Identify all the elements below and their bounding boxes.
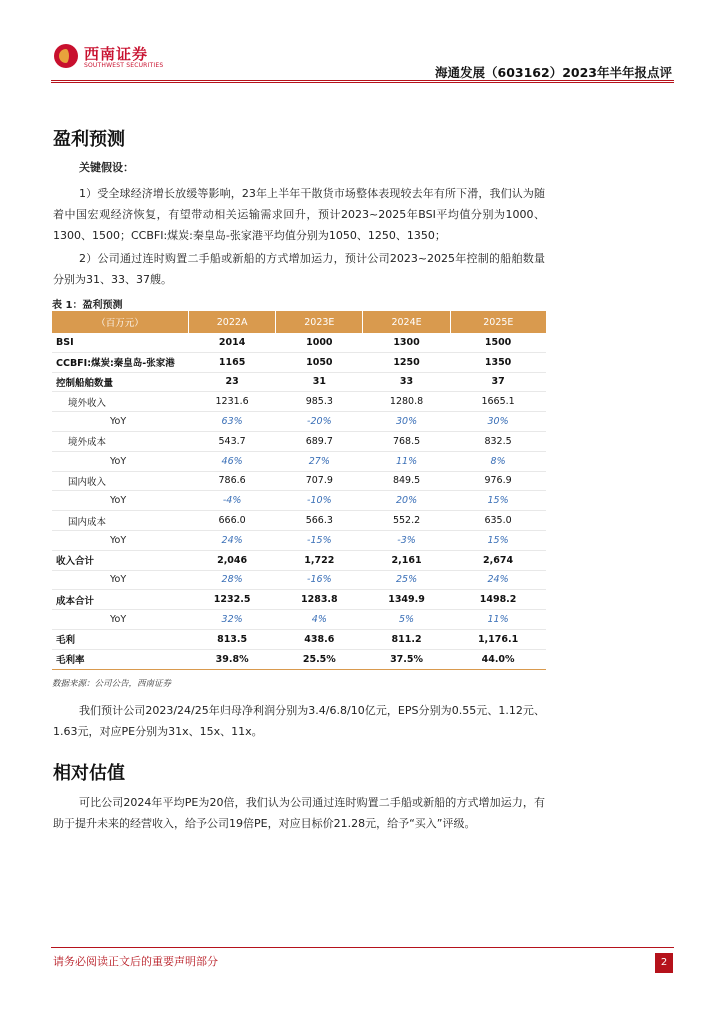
table-cell: 44.0% xyxy=(450,649,546,669)
row-label: 毛利 xyxy=(52,629,189,649)
table-header-cell: 2025E xyxy=(450,311,546,333)
table-cell: 849.5 xyxy=(363,471,450,491)
table-cell: 1250 xyxy=(363,352,450,372)
table-cell: 1350 xyxy=(450,352,546,372)
table-cell: 20% xyxy=(363,491,450,511)
table-source-note: 数据来源：公司公告，西南证券 xyxy=(52,679,172,689)
row-label: YoY xyxy=(52,491,189,511)
table-cell: 1,176.1 xyxy=(450,629,546,649)
table-cell: 30% xyxy=(363,412,450,432)
company-logo xyxy=(54,44,164,74)
table-cell: 1232.5 xyxy=(189,590,276,610)
table-cell: 24% xyxy=(189,530,276,550)
table-cell: 832.5 xyxy=(450,431,546,451)
table-row xyxy=(52,550,546,570)
table-cell: 1665.1 xyxy=(450,392,546,412)
table-cell: 15% xyxy=(450,530,546,550)
table-cell: 707.9 xyxy=(276,471,363,491)
footer-disclaimer: 请务必阅读正文后的重要声明部分 xyxy=(53,955,218,968)
row-label: YoY xyxy=(52,451,189,471)
table-cell: 30% xyxy=(450,412,546,432)
table-row xyxy=(52,610,546,630)
table-header-row xyxy=(52,311,546,333)
table-cell: 63% xyxy=(189,412,276,432)
table-cell: 1500 xyxy=(450,333,546,352)
row-label: BSI xyxy=(52,333,189,352)
section-title-relative-valuation: 相对估值 xyxy=(53,763,125,784)
table-row xyxy=(52,530,546,550)
row-label: 境外成本 xyxy=(52,431,189,451)
table-header-cell: 2023E xyxy=(276,311,363,333)
table-cell: 33 xyxy=(363,372,450,392)
table-cell: 2,674 xyxy=(450,550,546,570)
valuation-paragraph: 可比公司2024年平均PE为20倍，我们认为公司通过连时购置二手船或新船的方式增加运力，有助于提升未来的经营收入，给予公司19倍PE，对应目标价21.28元，给予“买入”评级。 xyxy=(53,796,545,830)
table-row xyxy=(52,451,546,471)
row-label: 国内收入 xyxy=(52,471,189,491)
table-cell: 1231.6 xyxy=(189,392,276,412)
table-row xyxy=(52,392,546,412)
table-cell: 635.0 xyxy=(450,511,546,531)
table-cell: -3% xyxy=(363,530,450,550)
table-cell: 8% xyxy=(450,451,546,471)
earnings-forecast-paragraph: 我们预计公司2023/24/25年归母净利润分别为3.4/6.8/10亿元，EPS分别为0.55元、1.12元、1.63元，对应PE分别为31x、15x、11x。 xyxy=(53,704,545,738)
table-row xyxy=(52,629,546,649)
table-cell: 976.9 xyxy=(450,471,546,491)
table-row xyxy=(52,570,546,590)
table-row xyxy=(52,649,546,669)
header-divider xyxy=(51,80,674,81)
table-cell: 1280.8 xyxy=(363,392,450,412)
table-cell: 37 xyxy=(450,372,546,392)
table-cell: 438.6 xyxy=(276,629,363,649)
table-cell: 2,046 xyxy=(189,550,276,570)
table-cell: 811.2 xyxy=(363,629,450,649)
row-label: YoY xyxy=(52,530,189,550)
table-cell: 1050 xyxy=(276,352,363,372)
table-cell: 46% xyxy=(189,451,276,471)
row-label: 毛利率 xyxy=(52,649,189,669)
table-cell: -16% xyxy=(276,570,363,590)
row-label: CCBFI:煤炭:秦皇岛-张家港 xyxy=(52,352,189,372)
row-label: 控制船舶数量 xyxy=(52,372,189,392)
table-cell: 32% xyxy=(189,610,276,630)
table-caption: 表 1：盈利预测 xyxy=(52,300,123,311)
key-assumptions-heading: 关键假设： xyxy=(79,161,134,174)
logo-english-name: SOUTHWEST SECURITIES xyxy=(84,62,164,69)
table-cell: -4% xyxy=(189,491,276,511)
profit-forecast-table xyxy=(52,311,546,670)
table-cell: 1498.2 xyxy=(450,590,546,610)
table-row xyxy=(52,491,546,511)
table-cell: 566.3 xyxy=(276,511,363,531)
table-cell: 552.2 xyxy=(363,511,450,531)
table-cell: 689.7 xyxy=(276,431,363,451)
table-header-cell: 2024E xyxy=(363,311,450,333)
row-label: YoY xyxy=(52,570,189,590)
table-cell: 27% xyxy=(276,451,363,471)
page-number: 2 xyxy=(655,953,673,973)
table-cell: 11% xyxy=(363,451,450,471)
table-cell: -20% xyxy=(276,412,363,432)
table-cell: 543.7 xyxy=(189,431,276,451)
logo-chinese-name: 西南证券 xyxy=(84,45,149,63)
table-cell: 1349.9 xyxy=(363,590,450,610)
assumption-paragraph-1: 1）受全球经济增长放缓等影响，23年上半年干散货市场整体表现较去年有所下滑，我们认为随着中国宏观经济恢复，有望带动相关运输需求回升，预计2023~2025年BSI平均值分别为1000、1300、1500；CCBFI:煤炭:秦皇岛-张家港平均值分别为1050、1250、1350； xyxy=(53,187,545,242)
section-title-profit-forecast: 盈利预测 xyxy=(53,129,125,150)
table-cell: 1283.8 xyxy=(276,590,363,610)
table-cell: 5% xyxy=(363,610,450,630)
table-cell: 813.5 xyxy=(189,629,276,649)
table-cell: 39.8% xyxy=(189,649,276,669)
table-cell: 11% xyxy=(450,610,546,630)
table-row xyxy=(52,431,546,451)
report-title: 海通发展（603162）2023年半年报点评 xyxy=(435,65,672,80)
table-cell: 28% xyxy=(189,570,276,590)
table-cell: 1300 xyxy=(363,333,450,352)
table-cell: 25% xyxy=(363,570,450,590)
table-cell: 1000 xyxy=(276,333,363,352)
logo-emblem-icon xyxy=(54,44,78,68)
table-cell: -10% xyxy=(276,491,363,511)
table-cell: 666.0 xyxy=(189,511,276,531)
header-divider-secondary xyxy=(51,82,674,83)
row-label: 国内成本 xyxy=(52,511,189,531)
table-cell: 768.5 xyxy=(363,431,450,451)
table-cell: -15% xyxy=(276,530,363,550)
table-cell: 31 xyxy=(276,372,363,392)
table-cell: 1,722 xyxy=(276,550,363,570)
table-cell: 15% xyxy=(450,491,546,511)
row-label: YoY xyxy=(52,412,189,432)
table-cell: 4% xyxy=(276,610,363,630)
row-label: 境外收入 xyxy=(52,392,189,412)
table-row xyxy=(52,372,546,392)
table-row xyxy=(52,471,546,491)
table-row xyxy=(52,412,546,432)
table-row xyxy=(52,590,546,610)
table-cell: 985.3 xyxy=(276,392,363,412)
table-cell: 23 xyxy=(189,372,276,392)
row-label: 成本合计 xyxy=(52,590,189,610)
table-cell: 37.5% xyxy=(363,649,450,669)
table-cell: 786.6 xyxy=(189,471,276,491)
table-cell: 25.5% xyxy=(276,649,363,669)
table-cell: 1165 xyxy=(189,352,276,372)
table-row xyxy=(52,511,546,531)
row-label: YoY xyxy=(52,610,189,630)
table-header-cell: 2022A xyxy=(189,311,276,333)
table-cell: 24% xyxy=(450,570,546,590)
table-cell: 2014 xyxy=(189,333,276,352)
row-label: 收入合计 xyxy=(52,550,189,570)
table-row xyxy=(52,352,546,372)
footer-divider xyxy=(51,947,674,948)
table-cell: 2,161 xyxy=(363,550,450,570)
assumption-paragraph-2: 2）公司通过连时购置二手船或新船的方式增加运力，预计公司2023~2025年控制的船舶数量分别为31、33、37艘。 xyxy=(53,252,545,286)
table-row xyxy=(52,333,546,352)
table-header-cell: （百万元） xyxy=(52,311,189,333)
